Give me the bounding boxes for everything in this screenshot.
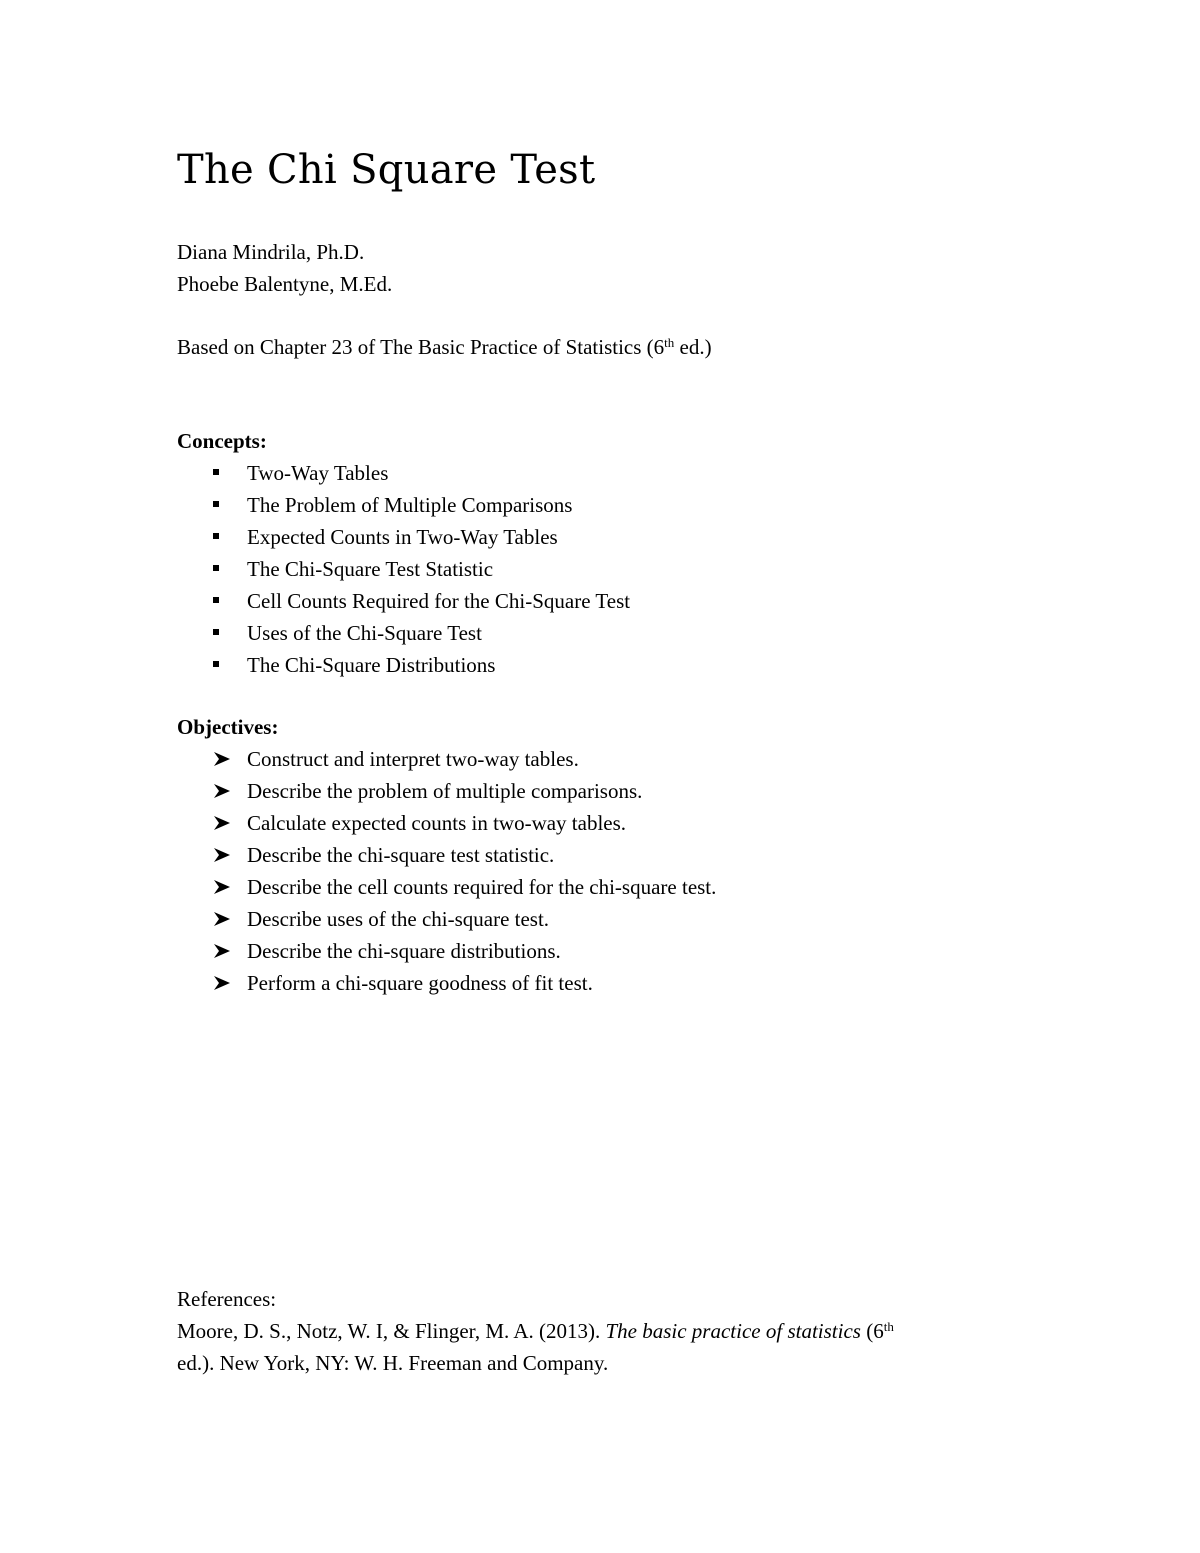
concept-text: Expected Counts in Two-Way Tables bbox=[247, 525, 558, 549]
square-bullet-icon bbox=[213, 469, 219, 475]
objective-text: Describe the chi-square distributions. bbox=[247, 939, 561, 963]
concept-text: Cell Counts Required for the Chi-Square Test bbox=[247, 589, 631, 613]
objective-text: Perform a chi-square goodness of fit test. bbox=[247, 971, 593, 995]
concept-text: Uses of the Chi-Square Test bbox=[247, 621, 482, 645]
reference-edition: (6 bbox=[860, 1319, 884, 1343]
based-on-line bbox=[177, 331, 712, 363]
list-item bbox=[177, 585, 630, 617]
objective-text: Describe uses of the chi-square test. bbox=[247, 907, 550, 931]
objective-text: Calculate expected counts in two-way tables. bbox=[247, 811, 627, 835]
arrow-bullet-icon bbox=[213, 975, 231, 991]
concept-text: The Chi-Square Distributions bbox=[247, 653, 496, 677]
square-bullet-icon bbox=[213, 661, 219, 667]
list-item bbox=[177, 649, 630, 681]
objective-text: Describe the chi-square test statistic. bbox=[247, 843, 555, 867]
arrow-bullet-icon bbox=[213, 943, 231, 959]
list-item bbox=[177, 871, 716, 903]
arrow-bullet-icon bbox=[213, 751, 231, 767]
list-item bbox=[177, 967, 716, 999]
list-item bbox=[177, 935, 716, 967]
objectives-list bbox=[177, 743, 716, 999]
authors-block bbox=[177, 236, 392, 300]
arrow-bullet-icon bbox=[213, 847, 231, 863]
concepts-heading: Concepts: bbox=[177, 429, 267, 453]
concepts-list bbox=[177, 457, 630, 681]
list-item bbox=[177, 521, 630, 553]
reference-book-title: The basic practice of statistics bbox=[605, 1319, 861, 1343]
square-bullet-icon bbox=[213, 597, 219, 603]
concept-text: The Problem of Multiple Comparisons bbox=[247, 493, 573, 517]
based-on-suffix: ed.) bbox=[674, 335, 712, 359]
square-bullet-icon bbox=[213, 501, 219, 507]
reference-line-1 bbox=[177, 1315, 894, 1347]
reference-superscript: th bbox=[883, 1319, 894, 1334]
list-item bbox=[177, 807, 716, 839]
objective-text: Construct and interpret two-way tables. bbox=[247, 747, 579, 771]
author-1: Diana Mindrila, Ph.D. bbox=[177, 240, 365, 264]
objectives-heading: Objectives: bbox=[177, 715, 279, 739]
based-on-superscript: th bbox=[664, 335, 675, 350]
concept-text: Two-Way Tables bbox=[247, 461, 389, 485]
list-item bbox=[177, 553, 630, 585]
references-section bbox=[177, 1283, 894, 1379]
objective-text: Describe the problem of multiple comparisons. bbox=[247, 779, 643, 803]
square-bullet-icon bbox=[213, 565, 219, 571]
list-item bbox=[177, 457, 630, 489]
square-bullet-icon bbox=[213, 629, 219, 635]
list-item bbox=[177, 903, 716, 935]
reference-authors: Moore, D. S., Notz, W. I, & Flinger, M. A. (2013). bbox=[177, 1319, 606, 1343]
arrow-bullet-icon bbox=[213, 815, 231, 831]
list-item bbox=[177, 839, 716, 871]
list-item bbox=[177, 775, 716, 807]
concept-text: The Chi-Square Test Statistic bbox=[247, 557, 494, 581]
arrow-bullet-icon bbox=[213, 879, 231, 895]
objective-text: Describe the cell counts required for the chi-square test. bbox=[247, 875, 717, 899]
arrow-bullet-icon bbox=[213, 911, 231, 927]
references-heading: References: bbox=[177, 1287, 277, 1311]
reference-line-2: ed.). New York, NY: W. H. Freeman and Company. bbox=[177, 1351, 609, 1375]
list-item bbox=[177, 489, 630, 521]
author-2: Phoebe Balentyne, M.Ed. bbox=[177, 272, 393, 296]
based-on-prefix: Based on Chapter 23 of The Basic Practice of Statistics (6 bbox=[177, 335, 665, 359]
list-item bbox=[177, 617, 630, 649]
square-bullet-icon bbox=[213, 533, 219, 539]
list-item bbox=[177, 743, 716, 775]
document-title: The Chi Square Test bbox=[177, 147, 596, 193]
concepts-section bbox=[177, 425, 630, 681]
objectives-section bbox=[177, 711, 716, 999]
arrow-bullet-icon bbox=[213, 783, 231, 799]
